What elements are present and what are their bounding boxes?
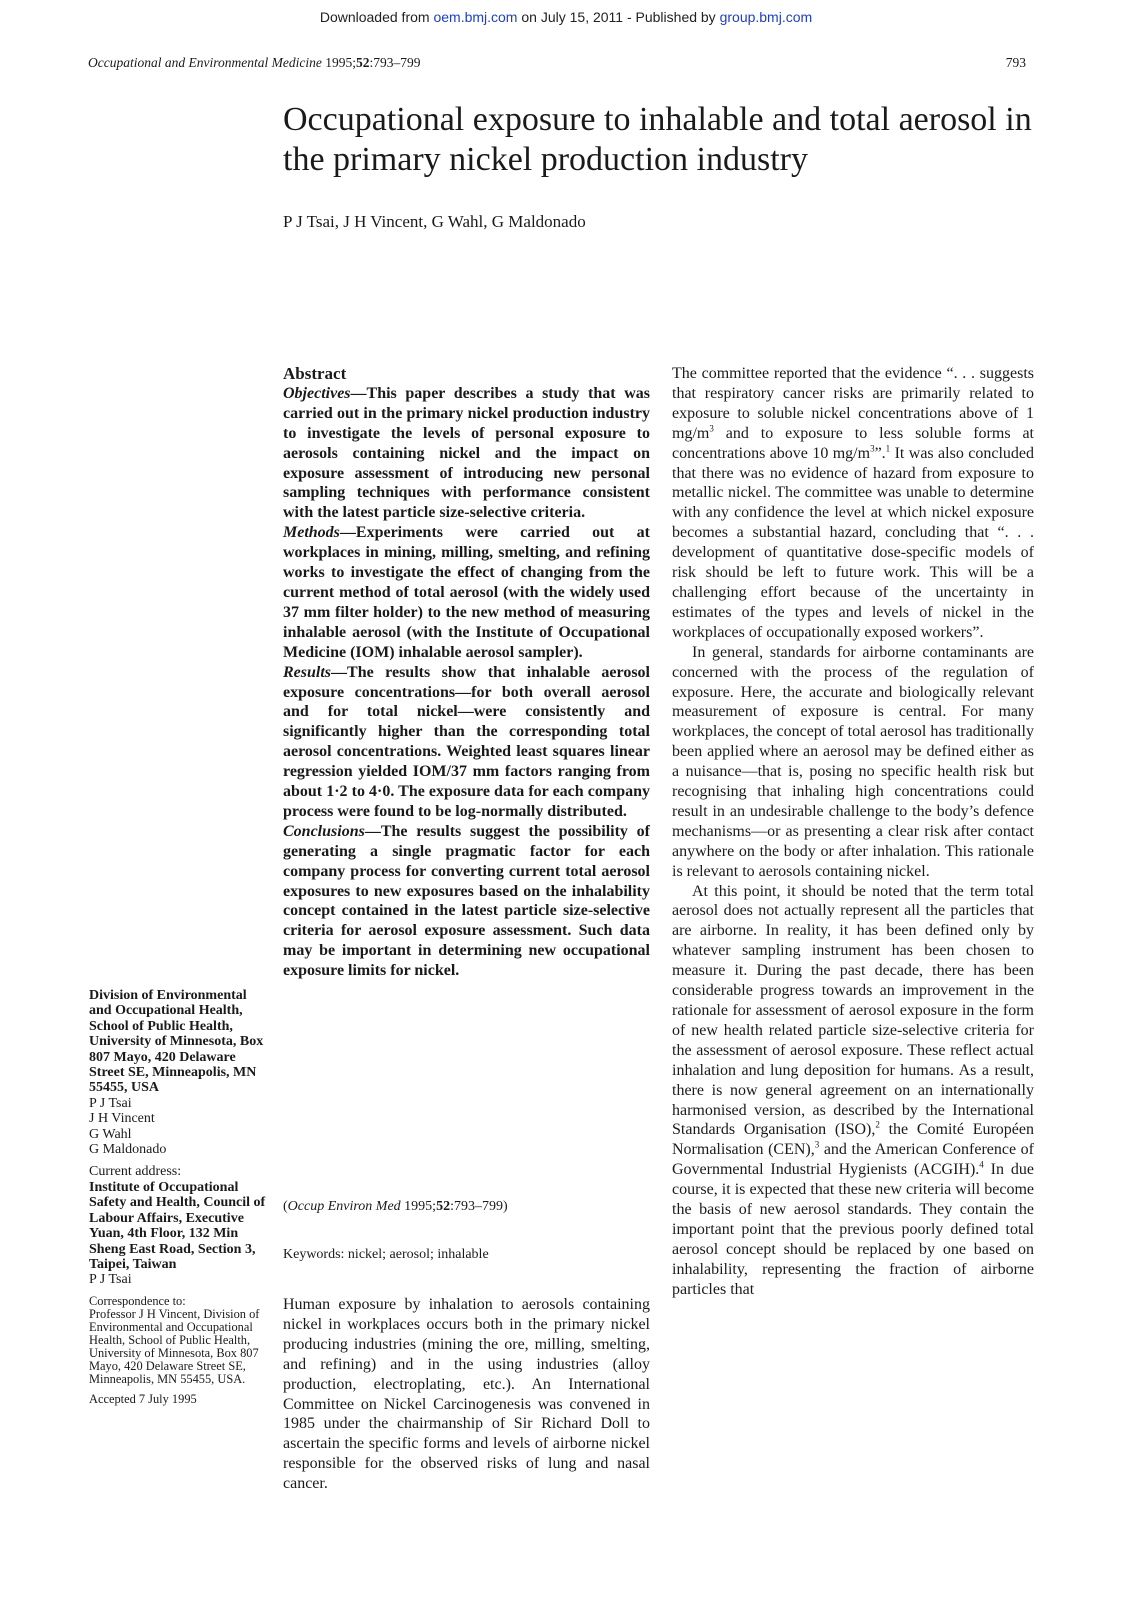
reference-1: 1 [885, 443, 891, 454]
keywords: Keywords: nickel; aerosol; inhalable [283, 1247, 489, 1262]
abstract-results [283, 663, 650, 822]
running-pages: :793–799 [369, 55, 421, 70]
p1-text-a: The committee reported that the evidence “. . . suggests that respiratory cancer risks are primarily related to exposure to soluble nickel concentrations above of 1 mg/m [672, 365, 1034, 442]
author-list: P J Tsai, J H Vincent, G Wahl, G Maldonado [283, 212, 586, 231]
current-address-author: P J Tsai [89, 1272, 132, 1288]
p3-text-d: In due course, it is expected that these new criteria will become the basis of new aerosol standards. They contain the important point that the previous poorly defined total aerosol concept should be replaced by one based on inhalability, representing the fraction of airborne particles that [672, 1161, 1034, 1298]
citation [283, 1199, 508, 1215]
results-text: —The results show that inhalable aerosol exposure concentrations—for both overall aerosol and for total nickel—were consistently and significantly higher than the corresponding total aerosol concentrations. Weighted least squares linear regression yielded IOM/37 mm factors ranging from about 1·2 to 4·0. The exposure data for each company process were found to be log-normally distributed. [283, 663, 650, 820]
citation-journal: Occup Environ Med [287, 1199, 401, 1214]
paragraph-1 [672, 364, 1034, 643]
correspondence-text: Professor J H Vincent, Division of Environmental and Occupational Health, School of Public Health, University of Minnesota, Box 807 Mayo, 420 Delaware Street SE, Minneapolis, MN 55455, USA. [89, 1306, 260, 1386]
affiliation-sidebar [89, 988, 269, 1406]
affiliation-author: J H Vincent [89, 1111, 155, 1127]
p3-text-b: the Comité Européen Normalisation (CEN), [672, 1121, 1034, 1159]
article-title: Occupational exposure to inhalable and total aerosol in the primary nickel production industry [283, 101, 1032, 178]
accepted-date: Accepted 7 July 1995 [89, 1391, 197, 1406]
affiliation-author: G Maldonado [89, 1142, 167, 1158]
citation-volume: 52 [436, 1199, 451, 1214]
p1-text-c: ”. [874, 444, 886, 462]
banner-prefix: Downloaded from [319, 9, 434, 25]
current-address: Institute of Occupational Safety and Health, Council of Labour Affairs, Executive Yuan, 4th Floor, 132 Min Sheng East Road, Section 3, Taipei, Taiwan [89, 1179, 266, 1272]
abstract-objectives [283, 384, 650, 523]
intro-text: Human exposure by inhalation to aerosols containing nickel in workplaces occurs both in the primary nickel producing industries (mining the ore, milling, smelting, and refining) and in the using industries (alloy production, electroplating, etc.). An International Committee on Nickel Carcinogenesis was convened in 1985 under the chairmanship of Sir Richard Doll to ascertain the specific forms and levels of airborne nickel responsible for the observed risks of lung and nasal cancer. [283, 1296, 650, 1493]
methods-text: —Experiments were carried out at workplaces in mining, milling, smelting, and refining works to investigate the effect of changing from the current method of total aerosol (with the widely used 37 mm filter holder) to the new method of measuring inhalable aerosol (with the Institute of Occupational Medicine (IOM) inhalable aerosol sampler). [283, 524, 650, 661]
p3-text-a: At this point, it should be noted that the term total aerosol does not actually represent all the particles that are airborne. In reality, it has been defined only by whatever sampling instrument has been chosen to measure it. During the past decade, there has been considerable progress towards an improvement in the rationale for assessment of aerosol exposure in the form of new health related particle size-selective criteria for the assessment of aerosol exposure. These reflect actual inhalation and lung deposition for humans. As a result, there is now general agreement on an internationally harmonised version, as described by the International Standards Organisation (ISO), [672, 882, 1034, 1139]
banner-middle: on July 15, 2011 - Published by [517, 9, 720, 25]
p3-text-c: and the American Conference of Governmental Industrial Hygienists (ACGIH). [672, 1141, 1034, 1179]
abstract-heading: Abstract [283, 364, 347, 383]
affiliation-institution: Division of Environmental and Occupational Health, School of Public Health, University of Minnesota, Box 807 Mayo, 420 Delaware Street SE, Minneapolis, MN 55455, USA [89, 988, 264, 1096]
page-number: 793 [1005, 55, 1026, 70]
p1-text-b: and to exposure to less soluble forms at concentrations above 10 mg/m [672, 424, 1034, 462]
reference-2: 2 [875, 1120, 880, 1131]
reference-4: 4 [979, 1159, 984, 1170]
citation-pages: :793–799) [450, 1199, 508, 1214]
conclusions-text: —The results suggest the possibility of generating a single pragmatic factor for each company process for converting current total aerosol exposures to new exposures based on the inhalability concept contained in the latest particle size-selective criteria for aerosol exposure assessment. Such data may be important in determining new occupational exposure limits for nickel. [283, 822, 650, 980]
oem-link[interactable]: oem.bmj.com [433, 9, 518, 25]
current-address-label: Current address: [89, 1164, 182, 1180]
running-volume: 52 [355, 55, 370, 70]
download-banner [0, 9, 1132, 25]
running-head [88, 55, 420, 71]
conclusions-label: Conclusions [283, 822, 365, 840]
p1-text-d: It was also concluded that there was no evidence of hazard from exposure to metallic nickel. The committee was unable to determine with any confidence the level at which nickel exposure becomes a substantial hazard, concluding that “. . . development of quantitative dose-specific models of risk should be left to future work. This will be a challenging effort because of the uncertainty in estimates of the types and levels of nickel in the workplaces of occupationally exposed workers”. [672, 444, 1034, 641]
objectives-text: —This paper describes a study that was carried out in the primary nickel production industry to investigate the levels of personal exposure to aerosols containing nickel and the impact on exposure assessment of introducing new personal sampling techniques with performance consistent with the latest particle size-selective criteria. [283, 384, 650, 522]
affiliation-author: G Wahl [89, 1126, 132, 1142]
citation-year: 1995; [400, 1199, 437, 1214]
methods-label: Methods [283, 524, 340, 542]
right-column [672, 364, 1034, 1300]
group-link[interactable]: group.bmj.com [719, 9, 813, 25]
abstract [283, 364, 650, 981]
abstract-methods [283, 523, 650, 662]
p1-superscript-1: 3 [709, 423, 714, 434]
reference-3: 3 [814, 1140, 820, 1151]
abstract-conclusions [283, 822, 650, 981]
paragraph-3 [672, 882, 1034, 1300]
running-year: 1995; [321, 55, 356, 70]
citation-open: ( [283, 1199, 288, 1214]
objectives-label: Objectives [283, 384, 351, 402]
correspondence-label: Correspondence to: [89, 1293, 186, 1308]
intro-paragraph [283, 1295, 650, 1494]
paragraph-2: In general, standards for airborne contaminants are concerned with the process of the regulation of exposure. Here, the accurate and biologically relevant measurement of exposure is central. For many workplaces, the concept of total aerosol has traditionally been applied where an aerosol may be defined either as a nuisance—that is, posing no specific health risk but recognising that inhaling high concentrations could result in an undesirable challenge to the body’s defence mechanisms—or as presenting a clear risk after contact anywhere on the body or after inhalation. This rationale is relevant to aerosols containing nickel. [672, 643, 1034, 880]
journal-name: Occupational and Environmental Medicine [88, 55, 322, 70]
results-label: Results [283, 663, 332, 681]
p1-superscript-2: 3 [870, 443, 875, 454]
affiliation-author: P J Tsai [89, 1095, 132, 1111]
